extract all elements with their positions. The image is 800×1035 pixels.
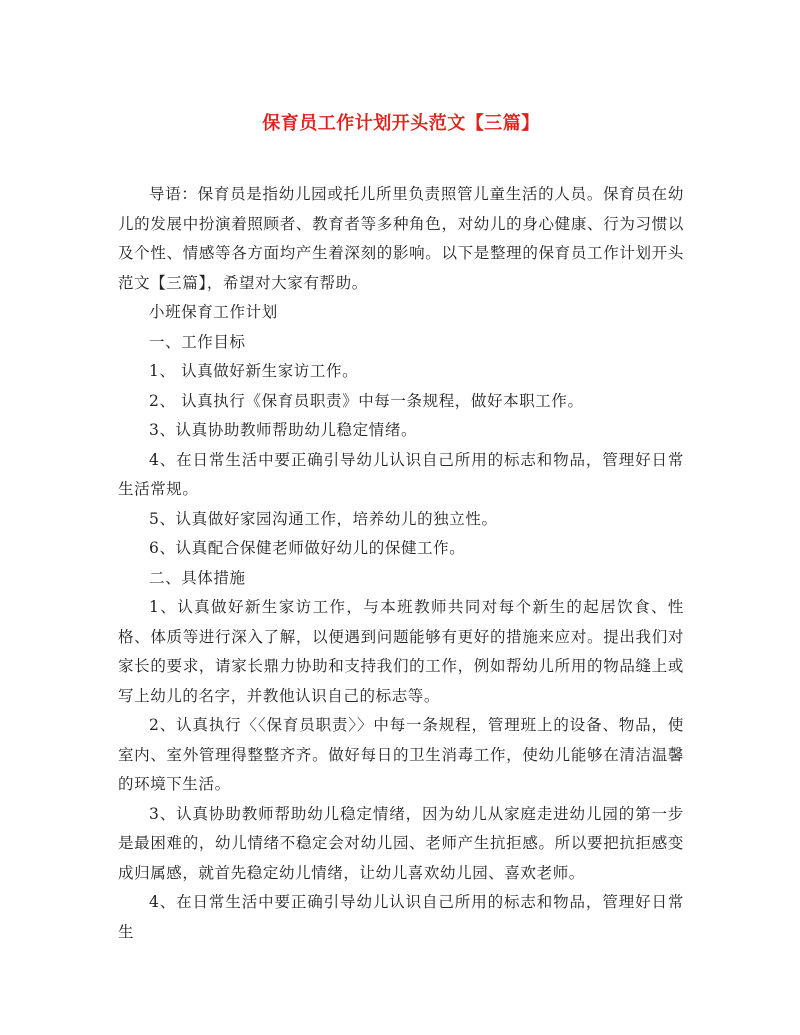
goal-item-1: 1、 认真做好新生家访工作。 <box>149 362 359 380</box>
section-heading-goals: 一、工作目标 <box>149 332 246 351</box>
measure-item-2: 2、认真执行〈〈保育员职责〉〉中每一条规程，管理班上的设备、物品，使室内、室外管理得整整齐齐。做好每日的卫生消毒工作，使幼儿能够在清洁温馨的环境下生活。 <box>118 716 684 793</box>
goal-item-4: 4、在日常生活中要正确引导幼儿认识自己所用的标志和物品，管理好日常生活常规。 <box>118 450 684 498</box>
section-heading-measures: 二、具体措施 <box>149 568 246 587</box>
goal-item-3: 3、认真协助教师帮助幼儿稳定情绪。 <box>149 421 418 439</box>
goal-item-6: 6、认真配合保健老师做好幼儿的保健工作。 <box>149 539 466 557</box>
intro-paragraph: 导语：保育员是指幼儿园或托儿所里负责照管儿童生活的人员。保育员在幼儿的发展中扮演着照顾者、教育者等多种角色，对幼儿的身心健康、行为习惯以及个性、情感等各方面均产生着深刻的影响。以下是整理的保育员工作计划开头范文【三篇】，希望对大家有帮助。 <box>118 185 684 292</box>
goal-item-2: 2、 认真执行《保育员职责》中每一条规程，做好本职工作。 <box>149 391 584 410</box>
section-heading-small-class-plan: 小班保育工作计划 <box>149 303 278 321</box>
document-title: 保育员工作计划开头范文【三篇】 <box>262 113 540 134</box>
measure-item-1: 1、认真做好新生家访工作，与本班教师共同对每个新生的起居饮食、性格、体质等进行深入了解，以便遇到问题能够有更好的措施来应对。提出我们对家长的要求，请家长鼎力协助和支持我们的工作，例如帮幼儿所用的物品缝上或写上幼儿的名字，并教他认识自己的标志等。 <box>118 598 684 705</box>
goal-item-5: 5、认真做好家园沟通工作，培养幼儿的独立性。 <box>149 509 498 528</box>
measure-item-3: 3、认真协助教师帮助幼儿稳定情绪，因为幼儿从家庭走进幼儿园的第一步是最困难的，幼儿情绪不稳定会对幼儿园、老师产生抗拒感。所以要把抗拒感变成归属感，就首先稳定幼儿情绪，让幼儿喜欢幼儿园、喜欢老师。 <box>118 804 684 882</box>
measure-item-4: 4、在日常生活中要正确引导幼儿认识自己所用的标志和物品，管理好日常生 <box>118 893 684 941</box>
document-page <box>118 112 684 947</box>
